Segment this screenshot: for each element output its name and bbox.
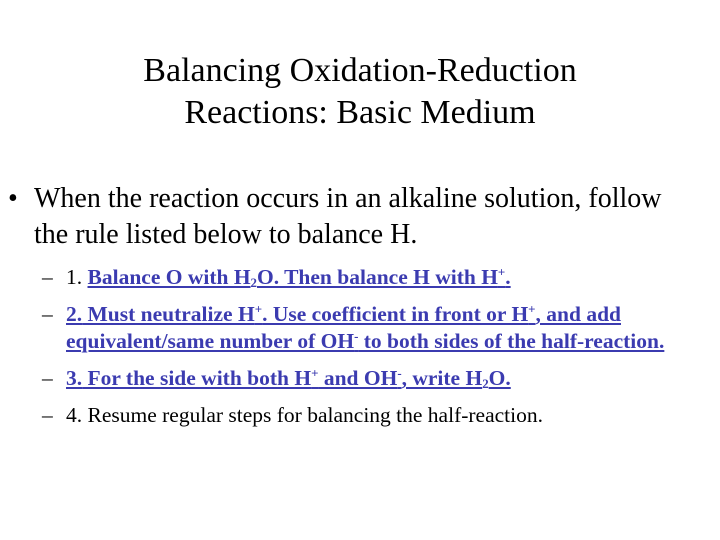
step-2 bbox=[42, 301, 714, 355]
step-3-number: 3. bbox=[66, 366, 83, 390]
step-4 bbox=[42, 402, 714, 429]
bullet-marker: • bbox=[8, 183, 18, 214]
step-4-text: Resume regular steps for balancing the half-reaction. bbox=[87, 403, 543, 427]
step-3 bbox=[42, 365, 714, 392]
step-3-text: 3. For the side with both H+ and OH-, write $H_2O$. bbox=[66, 366, 511, 392]
main-bullet bbox=[8, 181, 698, 253]
step-4-number: 4. bbox=[66, 403, 83, 427]
title-line-1: Balancing Oxidation-Reduction bbox=[143, 52, 577, 89]
step-2-number: 2. bbox=[66, 302, 83, 326]
step-1-text: Balance O with $H_2O$. Then balance H with H+. bbox=[87, 265, 511, 291]
step-2-text: 2. Must neutralize H+. Use coefficient in front or H+, and add equivalent/same number of OH- to both sides of the half-reaction. bbox=[66, 302, 665, 353]
step-1-number: 1. bbox=[66, 265, 83, 289]
step-dash: – bbox=[42, 302, 53, 326]
step-dash: – bbox=[42, 366, 53, 390]
step-1 bbox=[42, 264, 714, 291]
title-line-2: Reactions: Basic Medium bbox=[184, 94, 536, 131]
step-dash: – bbox=[42, 265, 53, 289]
step-dash: – bbox=[42, 403, 53, 427]
bullet-text: When the reaction occurs in an alkaline solution, follow the rule listed below to balance H. bbox=[34, 183, 662, 250]
steps-list bbox=[42, 264, 714, 439]
slide-title bbox=[0, 50, 720, 134]
